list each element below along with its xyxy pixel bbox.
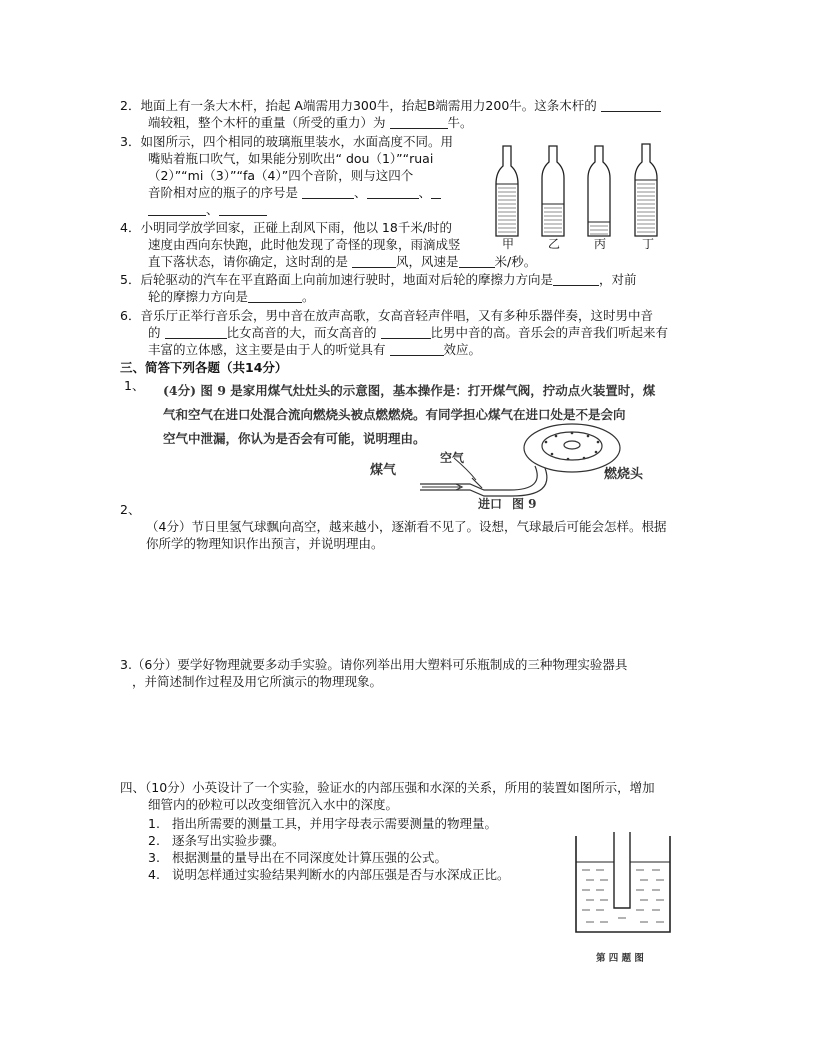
water-fill <box>496 180 657 222</box>
burner-center <box>564 441 580 449</box>
q5-blank-2[interactable] <box>248 289 302 303</box>
q6-line1: 6．音乐厅正举行音乐会，男中音在放声高歌，女高音轻声伴唱，又有多种乐器伴奏，这时男中音 <box>120 308 653 323</box>
q3-blank-3a[interactable] <box>431 185 441 199</box>
q2-line1: 2．地面上有一条大木杆，抬起 A端需用力300牛，抬起B端需用力200牛。这条木杆的 <box>120 97 661 114</box>
gas-pipe-bottom <box>420 468 547 496</box>
q3-blank-4[interactable] <box>219 202 267 216</box>
q5-blank-1[interactable] <box>553 272 599 286</box>
q6-line3: 丰富的立体感，这主要是由于人的听觉具有 效应。 <box>148 342 482 357</box>
q6-blank-3[interactable] <box>390 342 444 356</box>
q2-blank-1[interactable] <box>601 98 661 112</box>
s3-q2-number: 2、 <box>120 502 141 517</box>
s4-item-1: 1. 指出所需要的测量工具，并用字母表示需要测量的物理量。 <box>148 816 497 831</box>
section3-heading: 三、简答下列各题（共14分） <box>120 360 288 375</box>
bottles-figure <box>490 138 670 250</box>
gas-pipe-top <box>420 466 537 490</box>
q3-blank-1[interactable] <box>302 185 354 199</box>
s3-q1-line3: 空气中泄漏，你认为是否会有可能，说明理由。 <box>163 431 426 446</box>
q4-line1: 4．小明同学放学回家，正碰上刮风下雨，他以 18千米/时的 <box>120 220 453 235</box>
bottle-label-yi: 乙 <box>548 237 561 251</box>
q4-line2: 速度由西向东快跑，此时他发现了奇怪的现象，雨滴成竖 <box>148 237 461 252</box>
s3-q1-line1: (4分) 图 9 是家用煤气灶灶头的示意图，基本操作是：打开煤气阀，拧动点火装置时，煤 <box>163 383 656 398</box>
bottle-jia <box>496 146 518 236</box>
s3-q2-line2: 你所学的物理知识作出预言，并说明理由。 <box>146 536 384 551</box>
q6-blank-1[interactable] <box>165 325 227 339</box>
q6-blank-2[interactable] <box>381 325 431 339</box>
q4-blank-1[interactable] <box>352 254 396 268</box>
section4-intro-1: 四、（10分）小英设计了一个实验，验证水的内部压强和水深的关系，所用的装置如图所示，增加 <box>120 780 655 795</box>
burner-ring-inner <box>542 432 602 460</box>
fig-label-burner: 燃烧头 <box>604 467 644 482</box>
bottle-label-bing: 丙 <box>594 237 607 251</box>
section4-intro-2: 细管内的砂粒可以改变细管沉入水中的深度。 <box>148 797 399 812</box>
burner-holes <box>545 432 600 461</box>
bottle-label-jia: 甲 <box>502 237 515 251</box>
q2-line2: 端较粗，整个木杆的重量（所受的重力）为 牛。 <box>148 115 473 130</box>
q2-blank-2[interactable] <box>390 115 448 129</box>
q3-line2: 嘴贴着瓶口吹气，如果能分别吹出“ dou（1）”“ruai <box>148 151 434 166</box>
fig-label-gas: 煤气 <box>370 463 397 478</box>
figure-caption-q4: 第 四 题 图 <box>596 953 644 964</box>
beaker-figure <box>568 828 678 940</box>
q3-line4: 音阶相对应的瓶子的序号是 、 、 <box>148 184 441 201</box>
s3-q3-line1: 3.（6分）要学好物理就要多动手实验。请你列举出用大塑料可乐瓶制成的三种物理实验器具 <box>120 657 628 672</box>
q3-line5: 、 <box>148 201 267 218</box>
q5-line2: 轮的摩擦力方向是 。 <box>148 289 315 304</box>
s3-q3-line2: ，并简述制作过程及用它所演示的物理现象。 <box>132 674 383 689</box>
bottle-ding <box>635 144 657 236</box>
bottle-yi <box>542 146 564 236</box>
q3-line1: 3．如图所示，四个相同的玻璃瓶里装水，水面高度不同。用 <box>120 134 453 149</box>
q4-blank-2[interactable] <box>459 254 495 268</box>
burner-ring-outer <box>524 424 620 472</box>
fig-caption-9: 图 9 <box>512 497 537 511</box>
q3-blank-2[interactable] <box>367 185 419 199</box>
q6-line2: 的 比女高音的大，而女高音的 比男中音的高。音乐会的声音我们听起来有 <box>148 325 669 340</box>
water-dashes <box>582 870 664 922</box>
fig-label-air: 空气 <box>440 451 465 465</box>
fig-label-inlet: 进口 <box>478 497 503 511</box>
s4-item-2: 2. 逐条写出实验步骤。 <box>148 833 285 848</box>
q3-blank-3[interactable] <box>148 202 206 216</box>
s3-q2-line1: （4分）节日里氢气球飘向高空，越来越小，逐渐看不见了。设想，气球最后可能会怎样。根据 <box>146 519 667 534</box>
s4-item-3: 3. 根据测量的量导出在不同深度处计算压强的公式。 <box>148 850 447 865</box>
s3-q1-line2: 气和空气在进口处混合流向燃烧头被点燃燃烧。有同学担心煤气在进口处是不是会向 <box>163 407 626 422</box>
s4-item-4: 4. 说明怎样通过实验结果判断水的内部压强是否与水深成正比。 <box>148 867 510 882</box>
q5-line1: 5．后轮驱动的汽车在平直路面上向前加速行驶时，地面对后轮的摩擦力方向是 ，对前 <box>120 272 637 287</box>
bottle-label-ding: 丁 <box>642 237 655 251</box>
q3-line3: （2）”“mi（3）”“fa（4）”四个音阶，则与这四个 <box>148 168 414 183</box>
q4-line3: 直下落状态，请你确定，这时刮的是 风，风速是 米/秒。 <box>148 254 537 269</box>
test-tube <box>614 832 630 908</box>
s3-q1-number: 1、 <box>124 378 145 393</box>
